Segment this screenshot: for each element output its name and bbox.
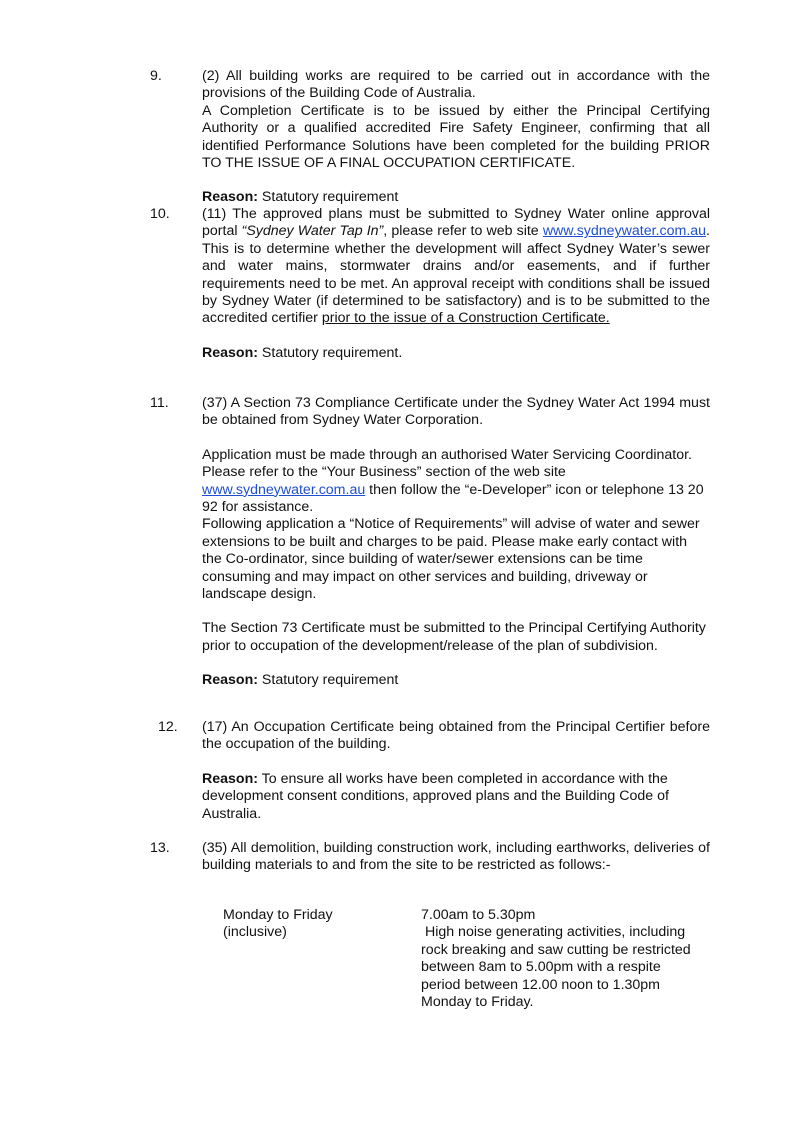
- condition-text: [202, 206, 710, 328]
- condition-number: 12.: [158, 719, 178, 735]
- underlined-text: prior to the issue of a Construction Certificate.: [321, 310, 610, 327]
- text-part: . This is to determine whether the development will affect Sydney Water’s sewer and water mains, stormwater drains and/or easements, and if further requirements need to be met. An approval receipt with conditions shall be issued by Sydney Water (if determined to be satisfactory) and is to be submitted to the accredited certifier: [202, 223, 710, 327]
- condition-number: 13.: [150, 840, 170, 856]
- sydney-water-link[interactable]: www.sydneywater.com.au: [202, 481, 366, 498]
- application-paragraph: [202, 447, 710, 517]
- schedule-day: Monday to Friday: [223, 907, 333, 923]
- condition-13: [150, 840, 710, 875]
- reason-label: Reason:: [202, 672, 258, 689]
- schedule-time: 7.00am to 5.30pm: [421, 907, 536, 923]
- text-part: , please refer to web site: [383, 223, 543, 240]
- portal-name: “Sydney Water Tap In”: [241, 223, 384, 240]
- reason-line: [202, 189, 710, 206]
- condition-text-2: A Completion Certificate is to be issued by either the Principal Certifying Authority or a qualified accredited Fire Safety Engineer, confirming that all identified Performance Solutions have been completed for the building PRIOR TO THE ISSUE OF A FINAL OCCUPATION CERTIFICATE.: [202, 102, 710, 172]
- schedule-note: Monday to Friday.: [421, 994, 534, 1011]
- reason-text: Statutory requirement: [257, 672, 399, 689]
- work-hours-schedule: [223, 907, 713, 1011]
- condition-text: (17) An Occupation Certificate being obtained from the Principal Certifier before the occupation of the building.: [202, 719, 710, 753]
- condition-11: [150, 395, 710, 690]
- condition-12: [150, 719, 710, 823]
- schedule-note: between 8am to 5.00pm with a respite: [421, 959, 661, 976]
- reason-text: Statutory requirement.: [257, 344, 403, 361]
- condition-text: (35) All demolition, building construction work, including earthworks, deliveries of building materials to and from the site to be restricted as follows:-: [202, 840, 710, 874]
- schedule-note: rock breaking and saw cutting be restricted: [421, 941, 691, 958]
- reason-text: Statutory requirement: [257, 189, 399, 206]
- condition-number: 11.: [150, 395, 169, 411]
- condition-number: 9.: [150, 68, 162, 84]
- schedule-note: High noise generating activities, including: [421, 924, 686, 941]
- schedule-day-note: (inclusive): [223, 924, 287, 941]
- reason-line: [202, 771, 710, 823]
- sydney-water-link[interactable]: www.sydneywater.com.au: [542, 223, 707, 240]
- notice-paragraph: Following application a “Notice of Requirements” will advise of water and sewer extensions to be built and charges to be paid. Please make early contact with the Co-ordinator, since building of water/sewer extensions can be time consuming and may impact on other services and building, driveway or landscape design.: [202, 516, 700, 603]
- text-part: then follow the “e-Developer” icon or telephone 13 20 92 for assistance.: [202, 481, 704, 516]
- text-part: Application must be made through an authorised Water Servicing Coordinator. Please refer to the “Your Business” section of the web site: [202, 446, 693, 481]
- condition-number: 10.: [150, 206, 170, 222]
- condition-9: [150, 68, 710, 207]
- condition-text: (37) A Section 73 Compliance Certificate under the Sydney Water Act 1994 must be obtained from Sydney Water Corporation.: [202, 395, 710, 429]
- reason-label: Reason:: [202, 344, 258, 361]
- certificate-paragraph: The Section 73 Certificate must be submitted to the Principal Certifying Authority prior to occupation of the development/release of the plan of subdivision.: [202, 620, 706, 654]
- reason-label: Reason:: [202, 770, 258, 787]
- schedule-note: period between 12.00 noon to 1.30pm: [421, 976, 661, 993]
- reason-text: To ensure all works have been completed in accordance with the development consent conditions, approved plans and the Building Code of Australia.: [202, 770, 669, 822]
- condition-text: (2) All building works are required to be carried out in accordance with the provisions of the Building Code of Australia.: [202, 68, 710, 102]
- text-part: (11) The approved plans must be submitted to Sydney Water online approval portal: [202, 206, 710, 240]
- reason-label: Reason:: [202, 189, 258, 206]
- reason-line: [202, 345, 710, 362]
- condition-10: [150, 206, 710, 362]
- reason-line: [202, 672, 710, 689]
